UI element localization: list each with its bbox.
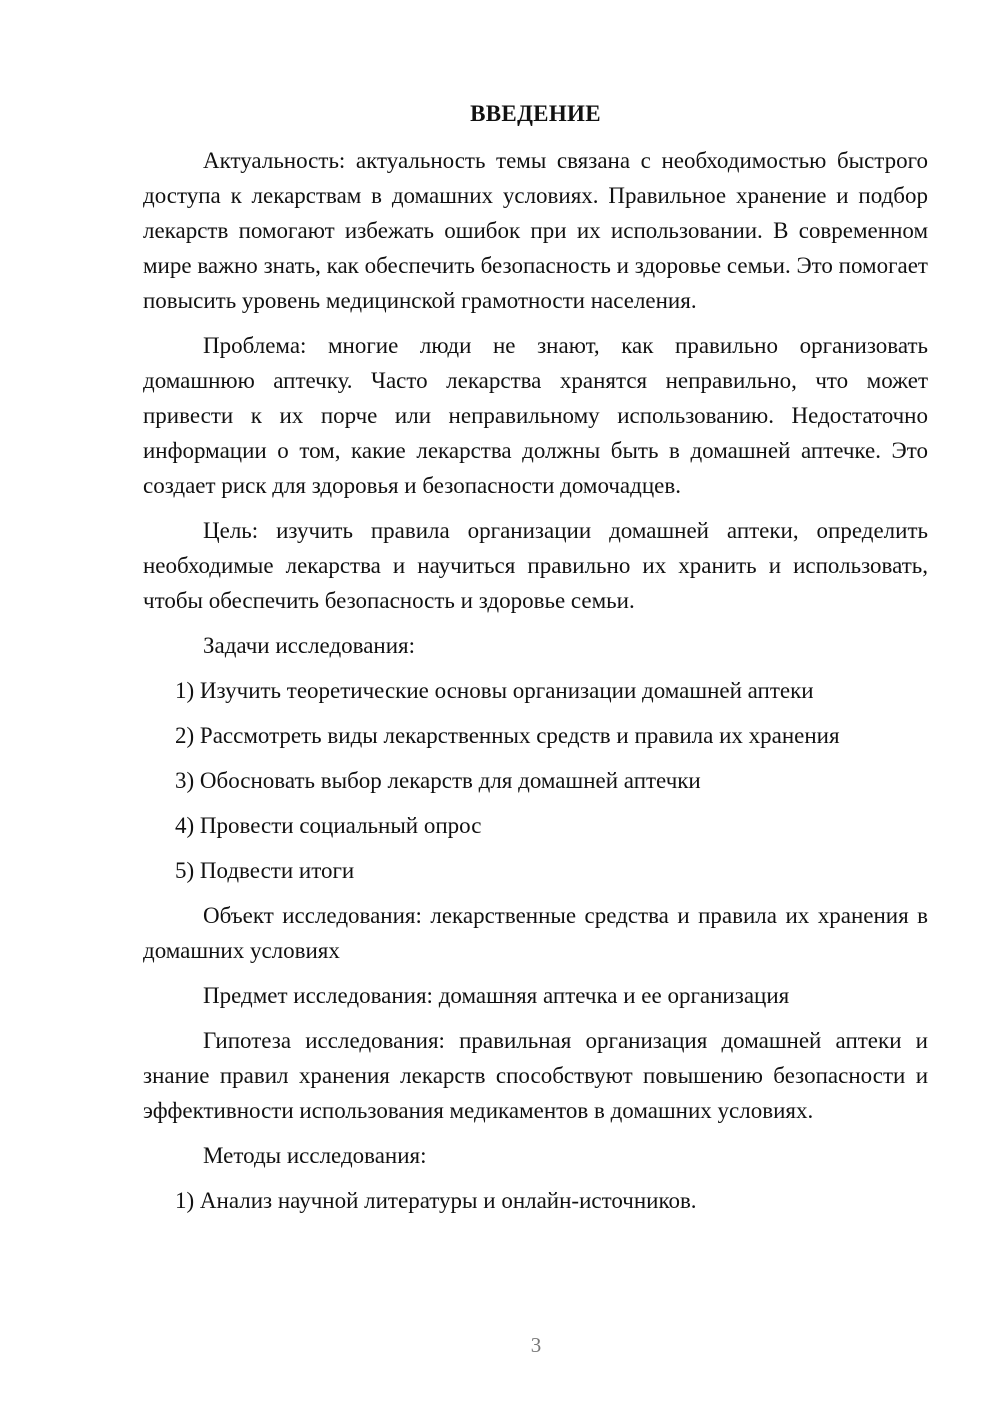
relevance-paragraph: Актуальность: актуальность темы связана с необходимостью быстрого доступа к лекарствам в домашних условиях. Правильное хранение и подбор лекарств помогают избежать ошибок при их использовании. В современном мире важно знать, как обеспечить безопасность и здоровье семьи. Это помогает повысить уровень медицинской грамотности населения. — [143, 148, 928, 313]
section-heading: ВВЕДЕНИЕ — [470, 101, 601, 126]
object-paragraph: Объект исследования: лекарственные средства и правила их хранения в домашних условиях — [143, 903, 928, 963]
list-item: 1) Изучить теоретические основы организации домашней аптеки — [175, 678, 814, 703]
list-item: 3) Обосновать выбор лекарств для домашней аптечки — [175, 768, 701, 793]
page-number: 3 — [530, 1333, 542, 1357]
goal-paragraph: Цель: изучить правила организации домашней аптеки, определить необходимые лекарства и научиться правильно их хранить и использовать, чтобы обеспечить безопасность и здоровье семьи. — [143, 518, 928, 613]
problem-paragraph: Проблема: многие люди не знают, как правильно организовать домашнюю аптечку. Часто лекарства хранятся неправильно, что может привести к их порче или неправильному использованию. Недостаточно информации о том, какие лекарства должны быть в домашней аптечке. Это создает риск для здоровья и безопасности домочадцев. — [143, 333, 928, 498]
tasks-label: Задачи исследования: — [203, 633, 416, 658]
list-item: 4) Провести социальный опрос — [175, 813, 482, 838]
page-content — [143, 96, 928, 1228]
list-item: 2) Рассмотреть виды лекарственных средств и правила их хранения — [175, 723, 840, 748]
list-item: 1) Анализ научной литературы и онлайн-источников. — [175, 1188, 697, 1213]
methods-list — [143, 1183, 928, 1218]
tasks-list — [143, 673, 928, 888]
subject-paragraph: Предмет исследования: домашняя аптечка и ее организация — [203, 983, 790, 1008]
hypothesis-paragraph: Гипотеза исследования: правильная организация домашней аптеки и знание правил хранения лекарств способствуют повышению безопасности и эффективности использования медикаментов в домашних условиях. — [143, 1028, 928, 1123]
list-item: 5) Подвести итоги — [175, 858, 355, 883]
methods-label: Методы исследования: — [203, 1143, 427, 1168]
